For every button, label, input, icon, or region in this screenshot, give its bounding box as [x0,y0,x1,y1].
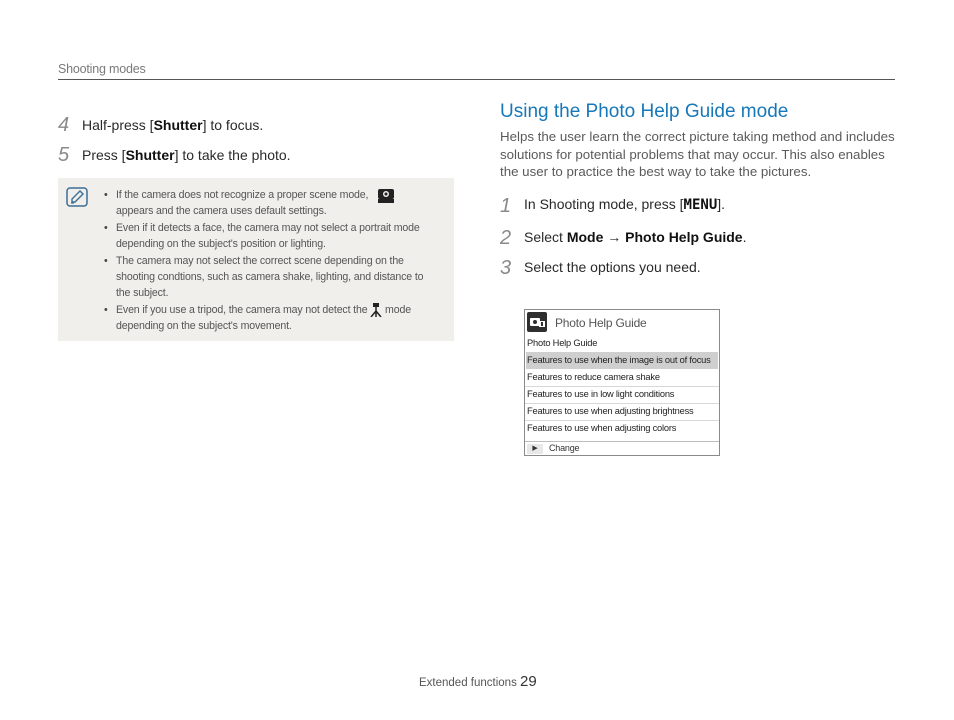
menu-row[interactable]: Photo Help Guide [527,338,598,348]
section-heading: Using the Photo Help Guide mode [500,101,789,122]
menu-key-label: MENU [683,197,718,213]
shutter-key-label: Shutter [153,117,203,133]
screen-title: Photo Help Guide [555,316,647,330]
note-pencil-icon [66,187,88,207]
menu-row[interactable]: Features to reduce camera shake [527,372,660,382]
step-text: Press [Shutter] to take the photo. [82,147,291,163]
step-text: Select Mode → Photo Help Guide. [524,229,747,245]
smart-scene-icon [375,187,397,203]
note-box [58,178,454,341]
screen-footer [525,441,719,456]
menu-row[interactable]: Features to use when adjusting brightness [527,406,694,416]
camera-screen [524,309,720,456]
step-number: 4 [58,114,70,136]
shutter-key-label: Shutter [125,147,175,163]
note-list [104,187,434,335]
step-number: 2 [500,227,512,249]
menu-option-photo-help-guide: Photo Help Guide [625,229,743,245]
note-item: • The camera may not select the correct scene depending on the shooting condtions, such as camera shake, lighting, and distance to the subject. [104,253,434,301]
footer-section-label: Extended functions [419,677,517,689]
menu-row-selected[interactable]: Features to use when the image is out of focus [526,352,718,369]
note-item: • Even if it detects a face, the camera may not select a portrait mode depending on the subject's position or lighting. [104,220,434,252]
intro-paragraph: Helps the user learn the correct picture taking method and includes solutions for potential problems that may occur. This also enables the user to practice the best way to take the pictures. [500,129,895,179]
header-divider [58,79,895,80]
photo-help-guide-icon [527,312,547,332]
page-number: 29 [520,673,537,690]
screen-header [525,310,719,336]
step-number: 3 [500,257,512,279]
tripod-icon [370,303,382,317]
note-item: • If the camera does not recognize a proper scene mode, appears and the camera uses default settings. [104,187,434,219]
step-text: Select the options you need. [524,259,701,275]
section-label: Shooting modes [58,62,146,76]
step-number: 5 [58,144,70,166]
step-text: In Shooting mode, press [MENU]. [524,196,726,213]
menu-row[interactable]: Features to use in low light conditions [527,389,675,399]
play-key-icon: ▶ [527,444,543,454]
menu-option-mode: Mode [566,229,604,245]
change-label: Change [549,443,580,453]
step-number: 1 [500,195,512,217]
step-text: Half-press [Shutter] to focus. [82,117,264,133]
menu-row[interactable]: Features to use when adjusting colors [527,423,677,433]
note-item: • Even if you use a tripod, the camera may not detect the mode depending on the subject's movement. [104,302,434,334]
